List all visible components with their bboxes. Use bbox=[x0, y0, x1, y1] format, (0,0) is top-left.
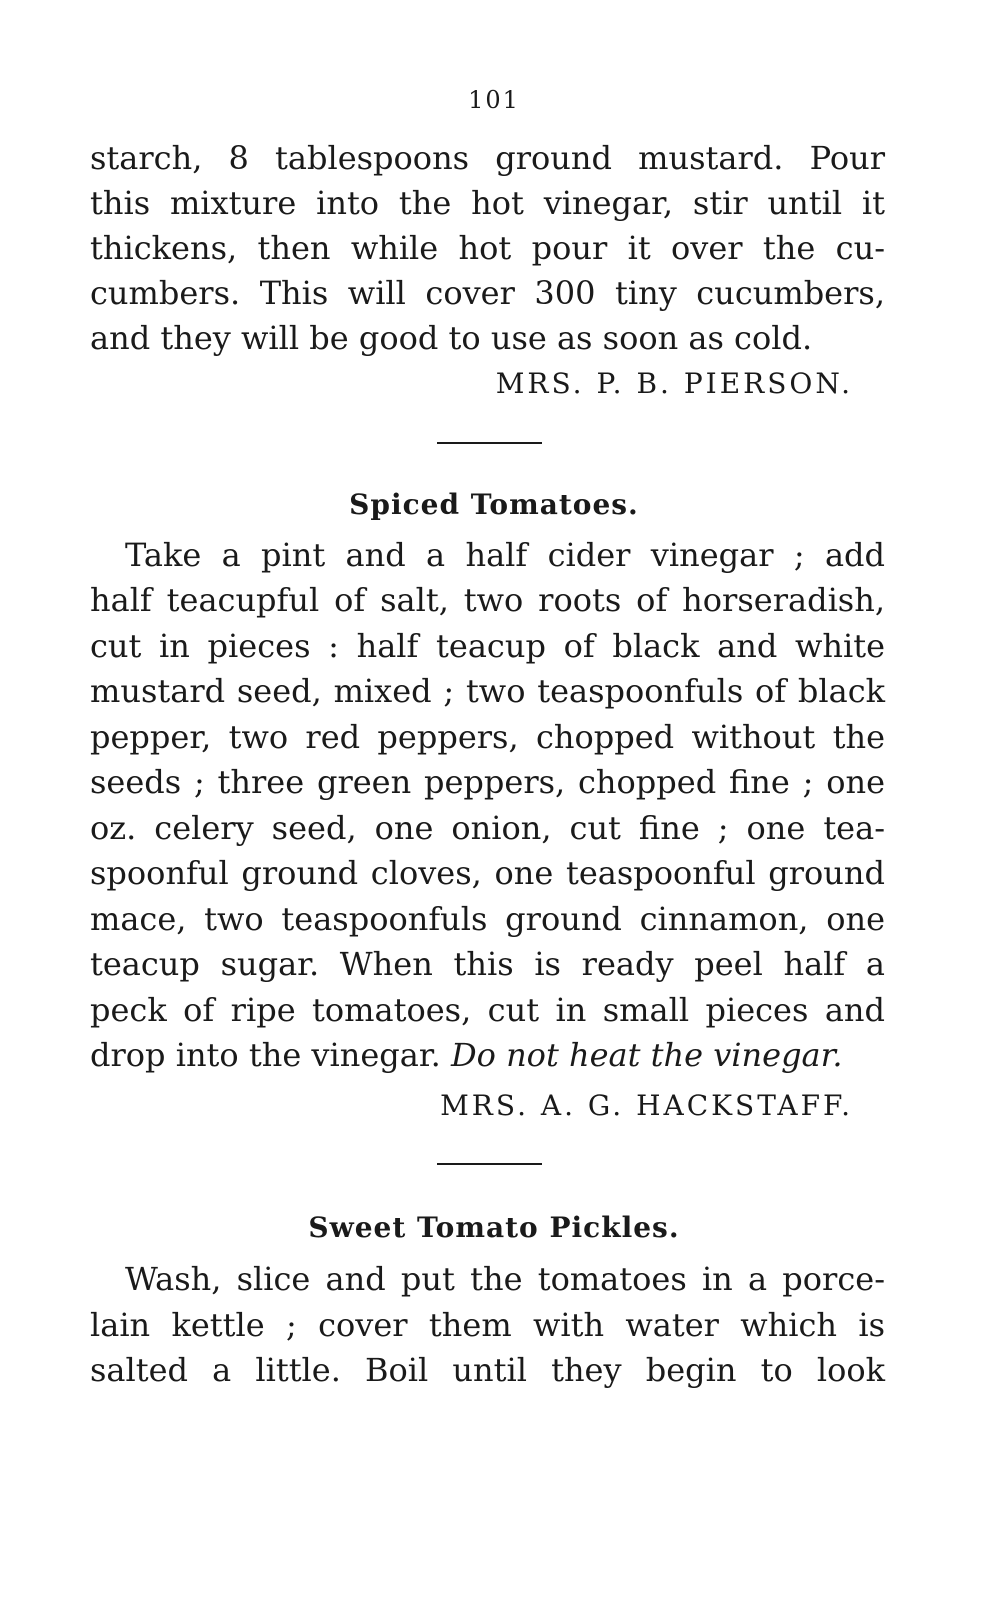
section-divider bbox=[437, 1163, 542, 1165]
text-plain: drop into the vinegar. bbox=[90, 1036, 441, 1074]
text-line: half teacupful of salt, two roots of horseradish, bbox=[90, 581, 885, 619]
text-line: cumbers. This will cover 300 tiny cucumbers, bbox=[90, 274, 885, 312]
text-line: spoonful ground cloves, one teaspoonful ground bbox=[90, 854, 885, 892]
text-line: this mixture into the hot vinegar, stir until it bbox=[90, 184, 885, 222]
text-line: oz. celery seed, one onion, cut fine ; one tea- bbox=[90, 809, 885, 847]
section-divider bbox=[437, 442, 542, 444]
text-italic-note: Do not heat the vinegar. bbox=[450, 1036, 843, 1074]
text-line: peck of ripe tomatoes, cut in small pieces and bbox=[90, 991, 885, 1029]
text-line: salted a little. Boil until they begin to look bbox=[90, 1351, 885, 1389]
text-line: Wash, slice and put the tomatoes in a porce- bbox=[125, 1260, 885, 1298]
text-line: teacup sugar. When this is ready peel half a bbox=[90, 945, 885, 983]
recipe-title: Spiced Tomatoes. bbox=[349, 488, 639, 521]
text-line: seeds ; three green peppers, chopped fine ; one bbox=[90, 763, 885, 801]
text-line: starch, 8 tablespoons ground mustard. Pour bbox=[90, 139, 885, 177]
page-number: 101 bbox=[468, 86, 520, 114]
text-line: and they will be good to use as soon as cold. bbox=[90, 319, 813, 357]
recipe-signature: MRS. P. B. PIERSON. bbox=[495, 367, 853, 400]
text-line: mace, two teaspoonfuls ground cinnamon, one bbox=[90, 900, 885, 938]
text-line bbox=[90, 1035, 885, 1075]
recipe-title: Sweet Tomato Pickles. bbox=[308, 1211, 680, 1244]
text-line: lain kettle ; cover them with water which is bbox=[90, 1306, 885, 1344]
text-line: Take a pint and a half cider vinegar ; add bbox=[125, 536, 885, 574]
text-line: mustard seed, mixed ; two teaspoonfuls of black bbox=[90, 672, 885, 710]
recipe-signature: MRS. A. G. HACKSTAFF. bbox=[440, 1089, 853, 1122]
text-line: pepper, two red peppers, chopped without the bbox=[90, 718, 885, 756]
text-line: thickens, then while hot pour it over the cu- bbox=[90, 229, 885, 267]
text-line: cut in pieces : half teacup of black and white bbox=[90, 627, 885, 665]
